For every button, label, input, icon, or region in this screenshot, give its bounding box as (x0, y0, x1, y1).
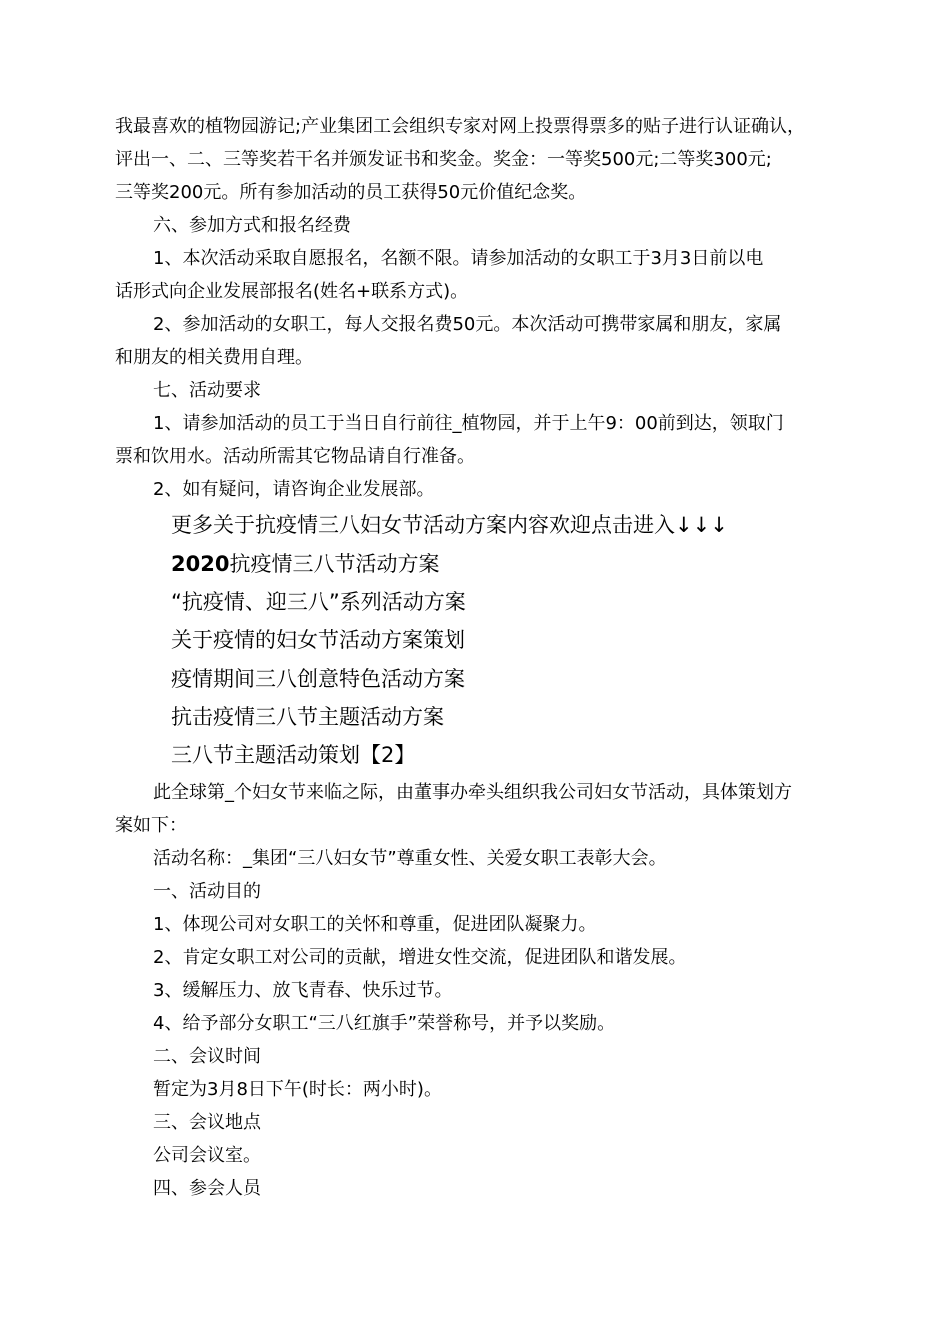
link-item-5[interactable]: 抗击疫情三八节主题活动方案 (171, 705, 444, 729)
section-heading: 二、会议时间 (153, 1046, 261, 1067)
link-item-3[interactable]: 关于疫情的妇女节活动方案策划 (171, 628, 465, 652)
section-heading: 四、参会人员 (153, 1178, 261, 1199)
paragraph-line: 1、体现公司对女职工的关怀和尊重，促进团队凝聚力。 (153, 914, 597, 935)
paragraph-line: 2、肯定女职工对公司的贡献，增进女性交流，促进团队和谐发展。 (153, 947, 687, 968)
paragraph-line: 2、如有疑问，请咨询企业发展部。 (153, 479, 435, 500)
link-item-2[interactable]: “抗疫情、迎三八”系列活动方案 (171, 590, 466, 614)
link-item-1-title: 抗疫情三八节活动方案 (229, 552, 440, 576)
link-item-1[interactable] (171, 551, 439, 577)
paragraph-line: 3、缓解压力、放飞青春、快乐过节。 (153, 980, 453, 1001)
paragraph-line: 2、参加活动的女职工，每人交报名费50元。本次活动可携带家属和朋友，家属 (153, 314, 782, 335)
paragraph-line: 案如下： (115, 815, 187, 836)
link-item-1-year: 2020 (171, 552, 230, 576)
paragraph-line: 我最喜欢的植物园游记;产业集团工会组织专家对网上投票得票多的贴子进行认证确认， (115, 116, 806, 137)
paragraph-line: 活动名称：_集团“三八妇女节”尊重女性、关爱女职工表彰大会。 (153, 848, 667, 869)
paragraph-line: 三等奖200元。所有参加活动的员工获得50元价值纪念奖。 (115, 182, 587, 203)
paragraph-line: 1、本次活动采取自愿报名，名额不限。请参加活动的女职工于3月3日前以电 (153, 248, 764, 269)
paragraph-line: 票和饮用水。活动所需其它物品请自行准备。 (115, 446, 475, 467)
paragraph-line: 和朋友的相关费用自理。 (115, 347, 313, 368)
paragraph-line: 暂定为3月8日下午(时长：两小时)。 (153, 1079, 442, 1100)
paragraph-line: 评出一、二、三等奖若干名并颁发证书和奖金。奖金：一等奖500元;二等奖300元; (115, 149, 772, 170)
paragraph-line: 话形式向企业发展部报名(姓名+联系方式)。 (115, 281, 469, 302)
section-heading: 六、参加方式和报名经费 (153, 215, 351, 236)
section-heading: 一、活动目的 (153, 881, 261, 902)
section-heading: 三、会议地点 (153, 1112, 261, 1133)
more-links-intro: 更多关于抗疫情三八妇女节活动方案内容欢迎点击进入↓↓↓ (171, 513, 728, 537)
section-title: 三八节主题活动策划【2】 (171, 743, 416, 767)
paragraph-line: 1、请参加活动的员工于当日自行前往_植物园，并于上午9：00前到达，领取门 (153, 413, 784, 434)
paragraph-line: 4、给予部分女职工“三八红旗手”荣誉称号，并予以奖励。 (153, 1013, 616, 1034)
paragraph-line: 此全球第_个妇女节来临之际，由董事办牵头组织我公司妇女节活动，具体策划方 (153, 782, 792, 803)
paragraph-line: 公司会议室。 (153, 1145, 261, 1166)
link-item-4[interactable]: 疫情期间三八创意特色活动方案 (171, 667, 465, 691)
section-heading: 七、活动要求 (153, 380, 261, 401)
